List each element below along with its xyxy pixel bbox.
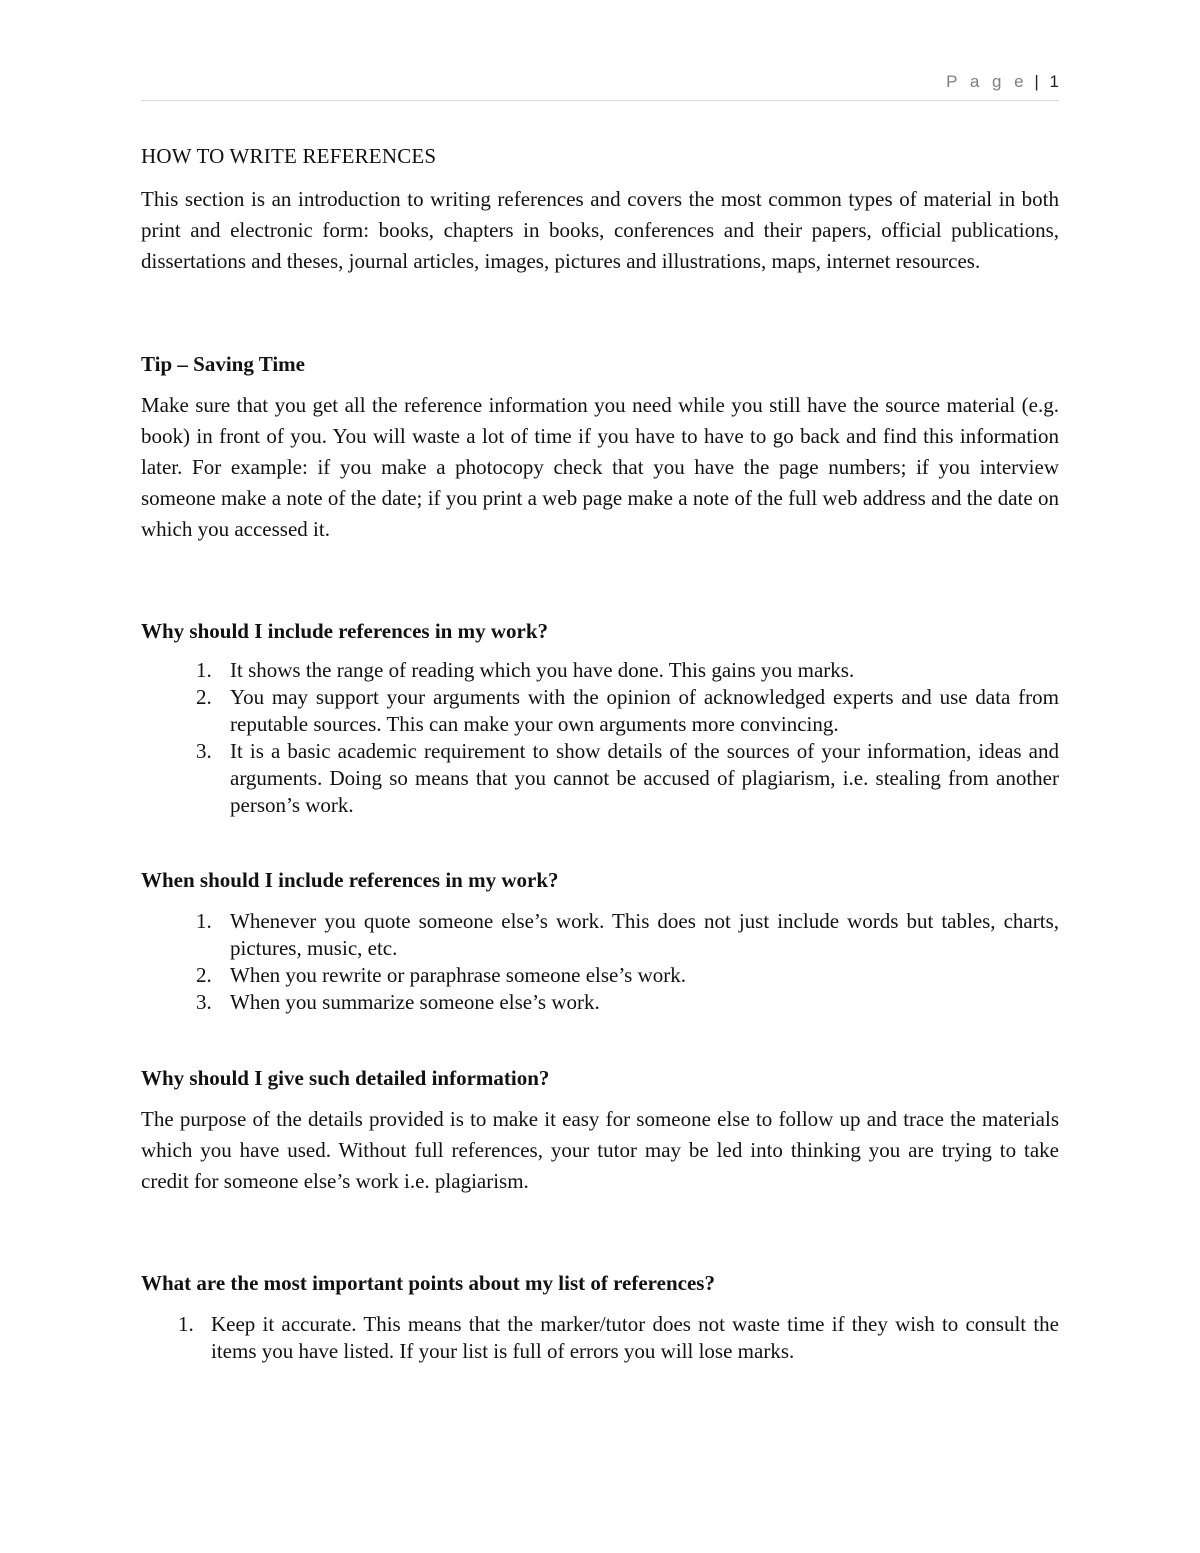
list-item-number: 1.: [196, 658, 212, 682]
when-include-heading: When should I include references in my work?: [141, 868, 559, 892]
list-item: [141, 684, 1059, 738]
why-include-heading: Why should I include references in my work?: [141, 619, 548, 643]
document-body: [141, 140, 1059, 1365]
list-item: [141, 908, 1059, 962]
list-item-number: 2.: [196, 685, 212, 709]
list-item-text: Whenever you quote someone else’s work. This does not just include words but tables, charts, pictures, music, etc.: [230, 909, 1059, 960]
document-title: HOW TO WRITE REFERENCES: [141, 144, 437, 168]
important-points-list: [141, 1311, 1059, 1365]
list-item-text: You may support your arguments with the opinion of acknowledged experts and use data from reputable sources. This can make your own arguments more convincing.: [230, 685, 1059, 736]
list-item-number: 3.: [196, 990, 212, 1014]
why-include-list: [141, 657, 1059, 819]
page-number: 1: [1049, 72, 1059, 91]
list-item-text: It shows the range of reading which you have done. This gains you marks.: [230, 658, 855, 682]
list-item-text: When you summarize someone else’s work.: [230, 990, 600, 1014]
list-item-number: 2.: [196, 963, 212, 987]
list-item: [141, 738, 1059, 819]
list-item-number: 3.: [196, 739, 212, 763]
important-points-heading: What are the most important points about my list of references?: [141, 1271, 715, 1295]
page-header: [141, 72, 1059, 101]
list-item: [141, 657, 1059, 684]
list-item-text: It is a basic academic requirement to show details of the sources of your information, ideas and arguments. Doing so means that you cannot be accused of plagiarism, i.e. stealing from another person’s work.: [230, 739, 1059, 817]
list-item-text: Keep it accurate. This means that the marker/tutor does not waste time if they wish to consult the items you have listed. If your list is full of errors you will lose marks.: [211, 1312, 1059, 1363]
list-item-number: 1.: [196, 909, 212, 933]
list-item: [141, 962, 1059, 989]
intro-paragraph: This section is an introduction to writing references and covers the most common types of material in both print and electronic form: books, chapters in books, conferences and their papers, official publications, dissertations and theses, journal articles, images, pictures and illustrations, maps, internet resources.: [141, 187, 1059, 273]
tip-paragraph: Make sure that you get all the reference information you need while you still have the source material (e.g. book) in front of you. You will waste a lot of time if you have to have to go back and find this information later. For example: if you make a photocopy check that you have the page numbers; if you interview someone make a note of the date; if you print a web page make a note of the full web address and the date on which you accessed it.: [141, 393, 1059, 541]
when-include-list: [141, 908, 1059, 1016]
tip-heading: Tip – Saving Time: [141, 352, 305, 376]
list-item: [141, 1311, 1059, 1365]
list-item: [141, 989, 1059, 1016]
why-detailed-heading: Why should I give such detailed information?: [141, 1066, 550, 1090]
page-label: P a g e: [946, 72, 1028, 91]
why-detailed-paragraph: The purpose of the details provided is to make it easy for someone else to follow up and trace the materials which you have used. Without full references, your tutor may be led into thinking you are trying to take credit for someone else’s work i.e. plagiarism.: [141, 1107, 1059, 1193]
list-item-text: When you rewrite or paraphrase someone else’s work.: [230, 963, 687, 987]
list-item-number: 1.: [178, 1312, 194, 1336]
page-separator: |: [1034, 72, 1039, 91]
